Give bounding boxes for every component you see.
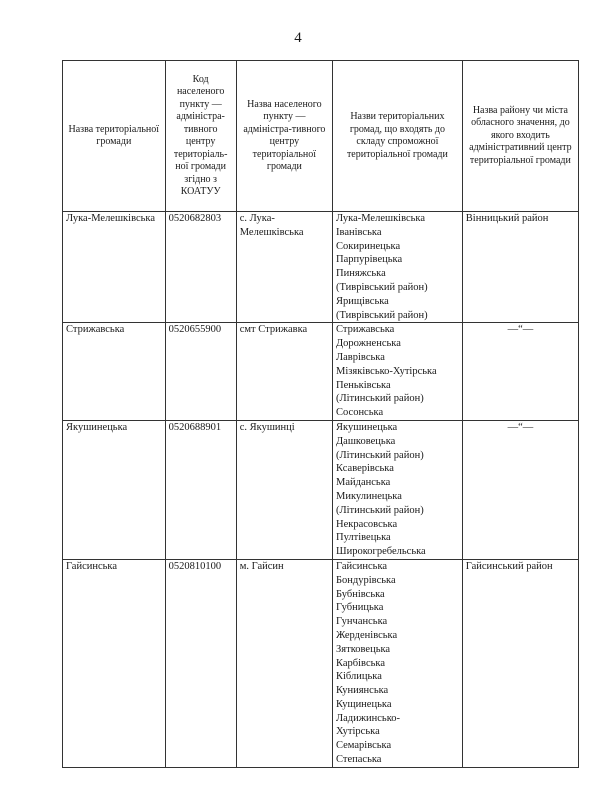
member-community-item: Зятковецька [336, 643, 391, 655]
member-community-item: Куниянська [336, 685, 389, 697]
member-community-item: Дорожненська [336, 338, 401, 350]
community-name-cell: Лука-Мелешківська [63, 212, 166, 323]
member-communities-cell [333, 323, 463, 421]
header-koatuu-code: Код населеного пункту — адміністра-тивного центру територіаль-ної громади згідно з КОАТУУ [165, 61, 236, 212]
community-name-cell: Гайсинська [63, 559, 166, 767]
admin-center-cell: смт Стрижавка [236, 323, 332, 421]
member-community-item: (Літинський район) [336, 504, 424, 516]
member-community-item: Лука-Мелешківська [336, 213, 426, 224]
member-community-item: Ладижинсько- [336, 712, 401, 724]
member-community-item: Пултівецька [336, 532, 391, 544]
member-community-item: Пиняжська [336, 268, 386, 280]
member-community-item: Мізяківсько-Хутірська [336, 365, 437, 377]
member-community-item: Губницька [336, 602, 384, 614]
admin-center-cell: м. Гайсин [236, 559, 332, 767]
member-community-item: Степаська [336, 754, 382, 766]
member-community-item: (Літинський район) [336, 393, 424, 405]
member-community-item: Стрижавська [336, 324, 395, 336]
district-cell: Вінницький район [462, 212, 578, 323]
member-community-item: Кіблицька [336, 671, 382, 683]
member-community-item: Іванівська [336, 226, 382, 238]
admin-center-cell: с. Лука-Мелешківська [236, 212, 332, 323]
member-community-item: Микулинецька [336, 490, 402, 502]
member-community-item: (Тиврівський район) [336, 281, 428, 293]
table-body [63, 212, 579, 768]
member-communities-cell [333, 420, 463, 559]
member-community-item: Жерденівська [336, 629, 398, 641]
koatuu-code-cell: 0520810100 [165, 559, 236, 767]
table-row [63, 212, 579, 323]
member-community-item: (Літинський район) [336, 449, 424, 461]
header-community-name: Назва територіальної громади [63, 61, 166, 212]
member-community-item: Бубнівська [336, 588, 385, 600]
community-name-cell: Стрижавська [63, 323, 166, 421]
koatuu-code-cell: 0520688901 [165, 420, 236, 559]
member-community-item: Хутірська [336, 726, 380, 738]
koatuu-code-cell: 0520655900 [165, 323, 236, 421]
member-community-item: Ксаверівська [336, 463, 394, 475]
table-row [63, 420, 579, 559]
table-row [63, 323, 579, 421]
member-community-item: Пеньківська [336, 379, 391, 391]
member-community-item: Лаврівська [336, 351, 385, 363]
member-community-item: (Тиврівський район) [336, 309, 428, 321]
community-name-cell: Якушинецька [63, 420, 166, 559]
member-community-item: Гайсинська [336, 560, 388, 572]
table-header-row [63, 61, 579, 212]
member-community-item: Некрасовська [336, 518, 398, 530]
member-community-item: Кущинецька [336, 698, 392, 710]
communities-table [62, 60, 579, 768]
member-community-item: Ярищівська [336, 295, 389, 307]
member-community-item: Семарівська [336, 740, 392, 752]
district-cell: —“— [462, 323, 578, 421]
member-communities-cell [333, 212, 463, 323]
header-admin-center: Назва населеного пункту — адміністра-тивного центру територіальної громади [236, 61, 332, 212]
header-district: Назва району чи міста обласного значення, до якого входить адміністративний центр територіальної громади [462, 61, 578, 212]
member-community-item: Гунчанська [336, 616, 388, 628]
page-number: 4 [294, 30, 302, 46]
member-community-item: Парпурівецька [336, 254, 403, 266]
admin-center-cell: с. Якушинці [236, 420, 332, 559]
member-community-item: Сокиринецька [336, 240, 401, 252]
member-community-item: Майданська [336, 477, 391, 489]
table-row [63, 559, 579, 767]
header-member-communities: Назви територіальних громад, що входять до складу спроможної територіальної громади [333, 61, 463, 212]
koatuu-code-cell: 0520682803 [165, 212, 236, 323]
member-community-item: Карбівська [336, 657, 385, 669]
district-cell: —“— [462, 420, 578, 559]
member-community-item: Бондурівська [336, 574, 396, 586]
member-community-item: Широкогребельська [336, 546, 426, 558]
member-community-item: Дашковецька [336, 435, 396, 447]
district-cell: Гайсинський район [462, 559, 578, 767]
member-community-item: Якушинецька [336, 421, 398, 433]
member-communities-cell [333, 559, 463, 767]
member-community-item: Сосонська [336, 407, 384, 419]
